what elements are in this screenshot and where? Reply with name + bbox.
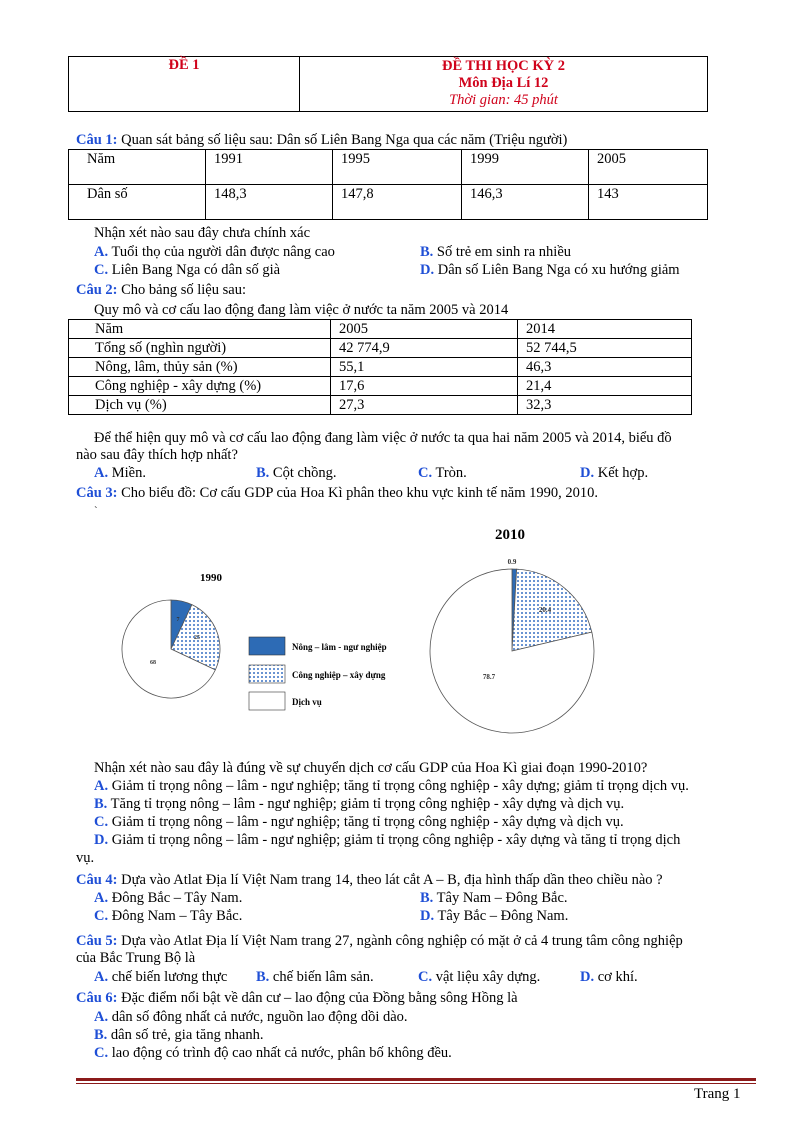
question-6-label: Câu 6:	[76, 990, 118, 1006]
table-cell: Tổng số (nghìn người)	[69, 339, 331, 358]
option-c	[94, 261, 280, 279]
option-letter: B.	[420, 244, 434, 260]
pie-1990-data-label: 25	[194, 635, 200, 641]
option-b	[420, 889, 568, 907]
table-cell: 1995	[333, 150, 462, 185]
question-2-caption: Quy mô và cơ cấu lao động đang làm việc ở nước ta năm 2005 và 2014	[94, 302, 509, 318]
option-text: Kết hợp.	[594, 465, 649, 481]
chart-legend	[249, 637, 387, 710]
option-letter: A.	[94, 969, 109, 985]
option-text: Tây Bắc – Đông Nam.	[434, 908, 569, 924]
option-b	[94, 795, 624, 813]
question-5-text-2: của Bắc Trung Bộ là	[76, 950, 196, 966]
question-1-text: Quan sát bảng số liệu sau: Dân số Liên Bang Nga qua các năm (Triệu người)	[117, 132, 568, 148]
legend-swatch-agriculture	[249, 637, 285, 655]
option-b	[256, 968, 374, 986]
option-letter: A.	[94, 778, 109, 794]
exam-code: ĐỀ 1	[168, 57, 200, 73]
question-6	[76, 989, 518, 1007]
question-6-text: Đặc điểm nổi bật về dân cư – lao động của Đồng bằng sông Hồng là	[117, 990, 518, 1006]
option-a	[94, 777, 689, 795]
table-cell: Công nghiệp - xây dựng (%)	[69, 377, 331, 396]
option-text: dân số trẻ, gia tăng nhanh.	[107, 1027, 264, 1043]
option-d	[420, 261, 680, 279]
table-cell: 146,3	[462, 185, 589, 220]
option-text: Cột chồng.	[269, 465, 337, 481]
option-letter: D.	[580, 465, 595, 481]
table-cell: 1999	[462, 150, 589, 185]
table-cell: 27,3	[331, 396, 518, 415]
option-a	[94, 1008, 408, 1026]
question-1	[76, 131, 567, 149]
option-d	[94, 831, 680, 849]
question-2-prompt-1: Để thể hiện quy mô và cơ cấu lao động đang làm việc ở nước ta qua hai năm 2005 và 2014, biểu đồ	[94, 430, 672, 446]
option-a	[94, 243, 335, 261]
question-5-label: Câu 5:	[76, 933, 118, 949]
option-letter: D.	[420, 262, 435, 278]
option-letter: A.	[94, 1009, 109, 1025]
question-2-prompt-2: nào sau đây thích hợp nhất?	[76, 447, 238, 463]
option-letter: C.	[94, 814, 109, 830]
table-cell: 148,3	[206, 185, 333, 220]
option-letter: D.	[580, 969, 595, 985]
option-text: Miền.	[108, 465, 146, 481]
option-letter: A.	[94, 890, 109, 906]
option-b	[94, 1026, 264, 1044]
exam-title-cell	[300, 57, 708, 112]
option-text: Tây Nam – Đông Bắc.	[433, 890, 568, 906]
table-cell: 21,4	[518, 377, 692, 396]
option-letter: C.	[94, 262, 109, 278]
option-a	[94, 464, 146, 482]
legend-swatch-services	[249, 692, 285, 710]
option-text: Đông Nam – Tây Bắc.	[108, 908, 243, 924]
question-5	[76, 932, 683, 950]
question-4-text: Dựa vào Atlat Địa lí Việt Nam trang 14, theo lát cắt A – B, địa hình thấp dần theo chiều nào ?	[117, 872, 663, 888]
option-text: Tăng tỉ trọng nông – lâm - ngư nghiệp; giảm tỉ trọng công nghiệp - xây dựng và dịch vụ.	[107, 796, 625, 812]
option-d	[580, 968, 638, 986]
option-b	[420, 243, 571, 261]
option-d-continued: vụ.	[76, 850, 95, 866]
population-table	[68, 149, 708, 220]
table-cell: 2005	[589, 150, 708, 185]
question-3	[76, 484, 598, 502]
option-a	[94, 968, 227, 986]
option-letter: B.	[420, 890, 434, 906]
table-cell: Nông, lâm, thủy sản (%)	[69, 358, 331, 377]
pie-1990-data-label: 68	[150, 660, 156, 666]
table-cell: 55,1	[331, 358, 518, 377]
table-cell: Dịch vụ (%)	[69, 396, 331, 415]
option-text: cơ khí.	[594, 969, 638, 985]
table-cell: Năm	[69, 320, 331, 339]
pie-2010-data-label: 20.4	[538, 606, 552, 614]
gdp-pie-charts	[0, 515, 794, 755]
option-d	[420, 907, 568, 925]
option-text: Liên Bang Nga có dân số già	[108, 262, 281, 278]
question-1-label: Câu 1:	[76, 132, 118, 148]
stray-mark: `	[94, 505, 98, 517]
option-text: Tuổi thọ của người dân được nâng cao	[108, 244, 335, 260]
option-text: Tròn.	[432, 465, 467, 481]
option-letter: C.	[94, 908, 109, 924]
option-letter: D.	[94, 832, 109, 848]
table-cell: 46,3	[518, 358, 692, 377]
footer-rule-thin	[76, 1083, 756, 1084]
option-letter: B.	[256, 969, 270, 985]
chart-2010-title: 2010	[495, 527, 525, 543]
option-letter: A.	[94, 465, 109, 481]
option-text: chế biến lâm sản.	[269, 969, 374, 985]
chart-1990-title: 1990	[200, 572, 222, 584]
option-letter: C.	[418, 969, 433, 985]
pie-1990	[122, 600, 220, 698]
question-3-text: Cho biểu đồ: Cơ cấu GDP của Hoa Kì phân theo khu vực kinh tế năm 1990, 2010.	[117, 485, 599, 501]
question-1-prompt: Nhận xét nào sau đây chưa chính xác	[94, 225, 311, 241]
legend-label: Công nghiệp – xây dựng	[292, 670, 386, 680]
question-2	[76, 281, 246, 299]
option-letter: B.	[94, 1027, 108, 1043]
table-cell: 147,8	[333, 185, 462, 220]
table-cell: 1991	[206, 150, 333, 185]
option-text: vật liệu xây dựng.	[432, 969, 541, 985]
footer-rule	[76, 1078, 756, 1081]
option-letter: A.	[94, 244, 109, 260]
question-3-prompt: Nhận xét nào sau đây là đúng về sự chuyển dịch cơ cấu GDP của Hoa Kì giai đoạn 1990-2010?	[94, 760, 648, 776]
table-cell: 42 774,9	[331, 339, 518, 358]
question-4-label: Câu 4:	[76, 872, 118, 888]
question-3-label: Câu 3:	[76, 485, 118, 501]
option-d	[580, 464, 648, 482]
exam-subject: Môn Địa Lí 12	[458, 75, 549, 91]
exam-time: Thời gian: 45 phút	[449, 92, 558, 108]
option-a	[94, 889, 242, 907]
pie-2010-data-label: 78.7	[482, 673, 496, 681]
table-cell: 52 744,5	[518, 339, 692, 358]
option-c	[418, 464, 467, 482]
table-cell: 2014	[518, 320, 692, 339]
table-cell: 17,6	[331, 377, 518, 396]
legend-label: Dịch vụ	[292, 697, 322, 707]
option-letter: B.	[94, 796, 108, 812]
table-cell: 32,3	[518, 396, 692, 415]
question-5-text: Dựa vào Atlat Địa lí Việt Nam trang 27, ngành công nghiệp có mặt ở cả 4 trung tâm công nghiệp	[117, 933, 683, 949]
legend-swatch-industry	[249, 665, 285, 683]
option-text: Giảm tỉ trọng nông – lâm - ngư nghiệp; tăng tỉ trọng công nghiệp - xây dựng; giảm tỉ trọng dịch vụ.	[108, 778, 689, 794]
option-letter: D.	[420, 908, 435, 924]
table-cell: 2005	[331, 320, 518, 339]
table-cell: Dân số	[69, 185, 206, 220]
option-text: chế biến lương thực	[108, 969, 228, 985]
option-letter: B.	[256, 465, 270, 481]
table-cell: 143	[589, 185, 708, 220]
exam-code-cell	[69, 57, 300, 112]
option-letter: C.	[94, 1045, 109, 1061]
table-cell: Năm	[69, 150, 206, 185]
option-letter: C.	[418, 465, 433, 481]
legend-label: Nông – lâm - ngư nghiệp	[292, 642, 387, 652]
option-text: lao động có trình độ cao nhất cả nước, phân bố không đều.	[108, 1045, 452, 1061]
question-2-label: Câu 2:	[76, 282, 118, 298]
question-2-text: Cho bảng số liệu sau:	[117, 282, 246, 298]
option-c	[94, 907, 242, 925]
option-text: Dân số Liên Bang Nga có xu hướng giảm	[434, 262, 680, 278]
exam-header-table	[68, 56, 708, 112]
labor-table	[68, 319, 692, 415]
option-text: Đông Bắc – Tây Nam.	[108, 890, 243, 906]
option-text: Giảm tỉ trọng nông – lâm - ngư nghiệp; giảm tỉ trọng công nghiệp - xây dựng và tăng tỉ trọng dịch	[108, 832, 681, 848]
exam-title: ĐỀ THI HỌC KỲ 2	[441, 58, 565, 74]
pie-2010-data-label: 0.9	[507, 558, 517, 566]
pie-2010	[430, 558, 594, 733]
option-c	[94, 813, 624, 831]
option-c	[94, 1044, 452, 1062]
option-c	[418, 968, 540, 986]
option-text: Số trẻ em sinh ra nhiều	[433, 244, 572, 260]
question-4	[76, 871, 663, 889]
option-text: Giảm tỉ trọng nông – lâm - ngư nghiệp; tăng tỉ trọng công nghiệp - xây dựng và dịch vụ.	[108, 814, 624, 830]
page-number: Trang 1	[694, 1086, 741, 1102]
pie-1990-data-label: 7	[176, 617, 180, 623]
option-text: dân số đông nhất cả nước, nguồn lao động dồi dào.	[108, 1009, 408, 1025]
option-b	[256, 464, 337, 482]
